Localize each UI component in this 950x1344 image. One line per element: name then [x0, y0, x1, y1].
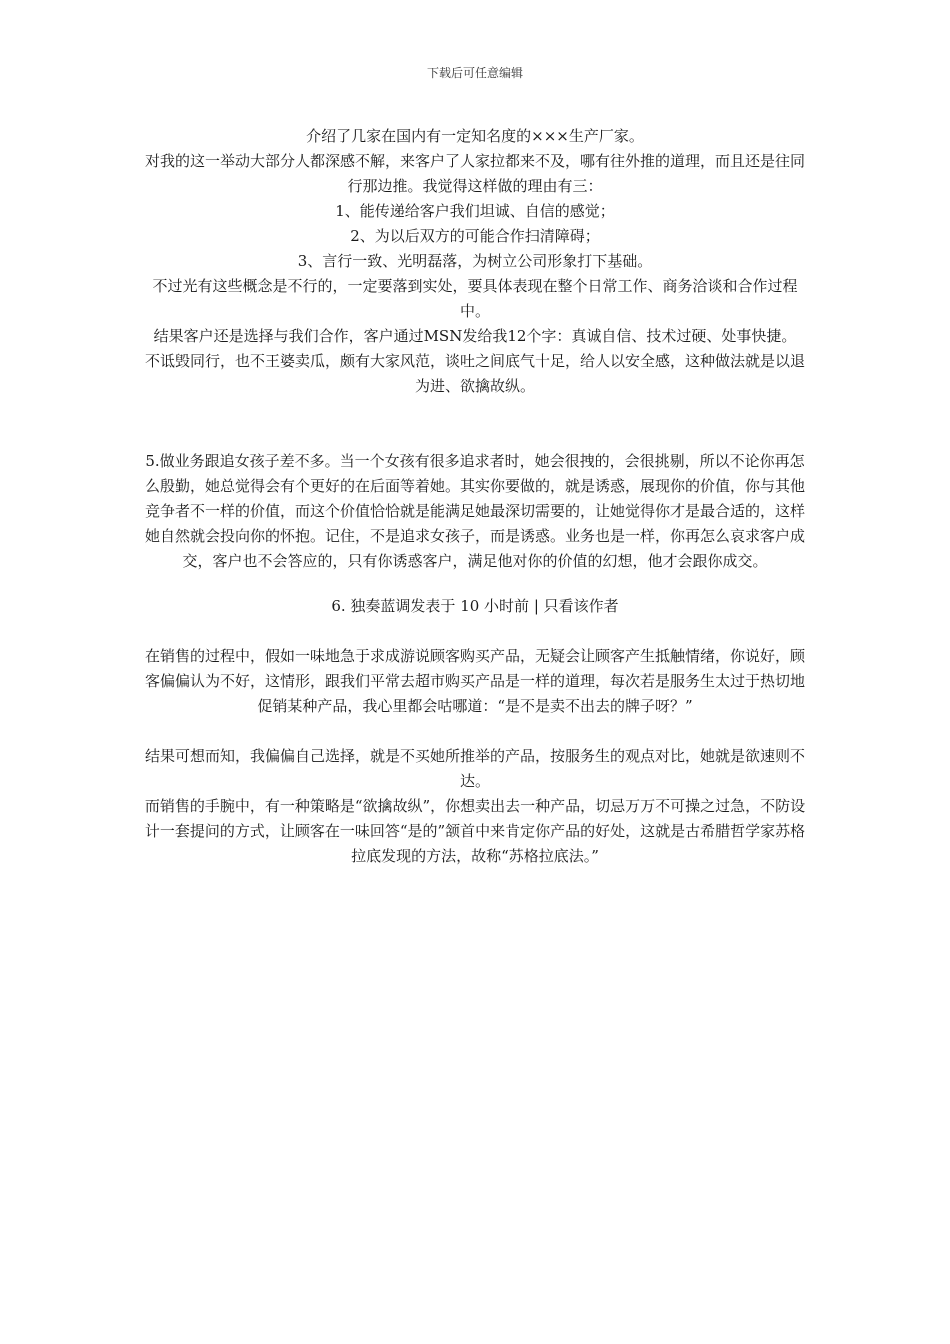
paragraph-point-5: 5.做业务跟追女孩子差不多。当一个女孩有很多追求者时，她会很拽的，会很挑剔，所以不论你再怎么殷勤，她总觉得会有个更好的在后面等着她。其实你要做的，就是诱惑，展现你的价值，你与其他竞争者不一样的价值，而这个价值恰恰就是能满足她最深切需要的，让她觉得你才是最合适的，这样她自然就会投向你的怀抱。记住，不是追求女孩子，而是诱惑。业务也是一样，你再怎么哀求客户成交，客户也不会答应的，只有你诱惑客户，满足他对你的价值的幻想，他才会跟你成交。	[144, 452, 805, 570]
paragraph: 而销售的手腕中，有一种策略是“欲擒故纵”，你想卖出去一种产品，切忌万万不可操之过急，不防设计一套提问的方式，让顾客在一味回答“是的”颔首中来肯定你产品的好处，这就是古希腊哲学家苏格拉底发现的方法，故称“苏格拉底法。”	[144, 797, 806, 865]
list-item: 3、言行一致、光明磊落，为树立公司形象打下基础。	[297, 252, 653, 270]
spacer	[140, 574, 810, 594]
paragraph: 不诋毁同行，也不王婆卖瓜，颇有大家风范，谈吐之间底气十足，给人以安全感，这种做法就是以退为进、欲擒故纵。	[144, 352, 805, 395]
list-item: 2、为以后双方的可能合作扫清障碍；	[350, 227, 600, 245]
list-item: 1、能传递给客户我们坦诚、自信的感觉；	[335, 202, 615, 220]
paragraph: 对我的这一举动大部分人都深感不解，来客户了人家拉都来不及，哪有往外推的道理，而且还是往同行那边推。我觉得这样做的理由有三：	[144, 152, 805, 195]
spacer	[140, 619, 810, 644]
paragraph: 介绍了几家在国内有一定知名度的×××生产厂家。	[306, 127, 644, 145]
spacer	[140, 719, 810, 744]
document-body	[140, 124, 810, 869]
paragraph: 结果客户还是选择与我们合作，客户通过MSN发给我12个字：真诚自信、技术过硬、处事快捷。	[153, 327, 797, 345]
paragraph: 在销售的过程中，假如一味地急于求成游说顾客购买产品，无疑会让顾客产生抵触情绪，你说好，顾客偏偏认为不好，这情形，跟我们平常去超市购买产品是一样的道理，每次若是服务生太过于热切地促销某种产品，我心里都会咕哪道：“是不是卖不出去的牌子呀？”	[144, 647, 805, 715]
page-header: 下载后可任意编辑	[426, 66, 523, 80]
post-heading: 6. 独奏蓝调发表于 10 小时前 | 只看该作者	[331, 597, 619, 615]
paragraph: 结果可想而知，我偏偏自己选择，就是不买她所推举的产品，按服务生的观点对比，她就是欲速则不达。	[144, 747, 805, 790]
paragraph: 不过光有这些概念是不行的，一定要落到实处，要具体表现在整个日常工作、商务洽谈和合作过程中。	[152, 277, 798, 320]
spacer	[140, 399, 810, 449]
